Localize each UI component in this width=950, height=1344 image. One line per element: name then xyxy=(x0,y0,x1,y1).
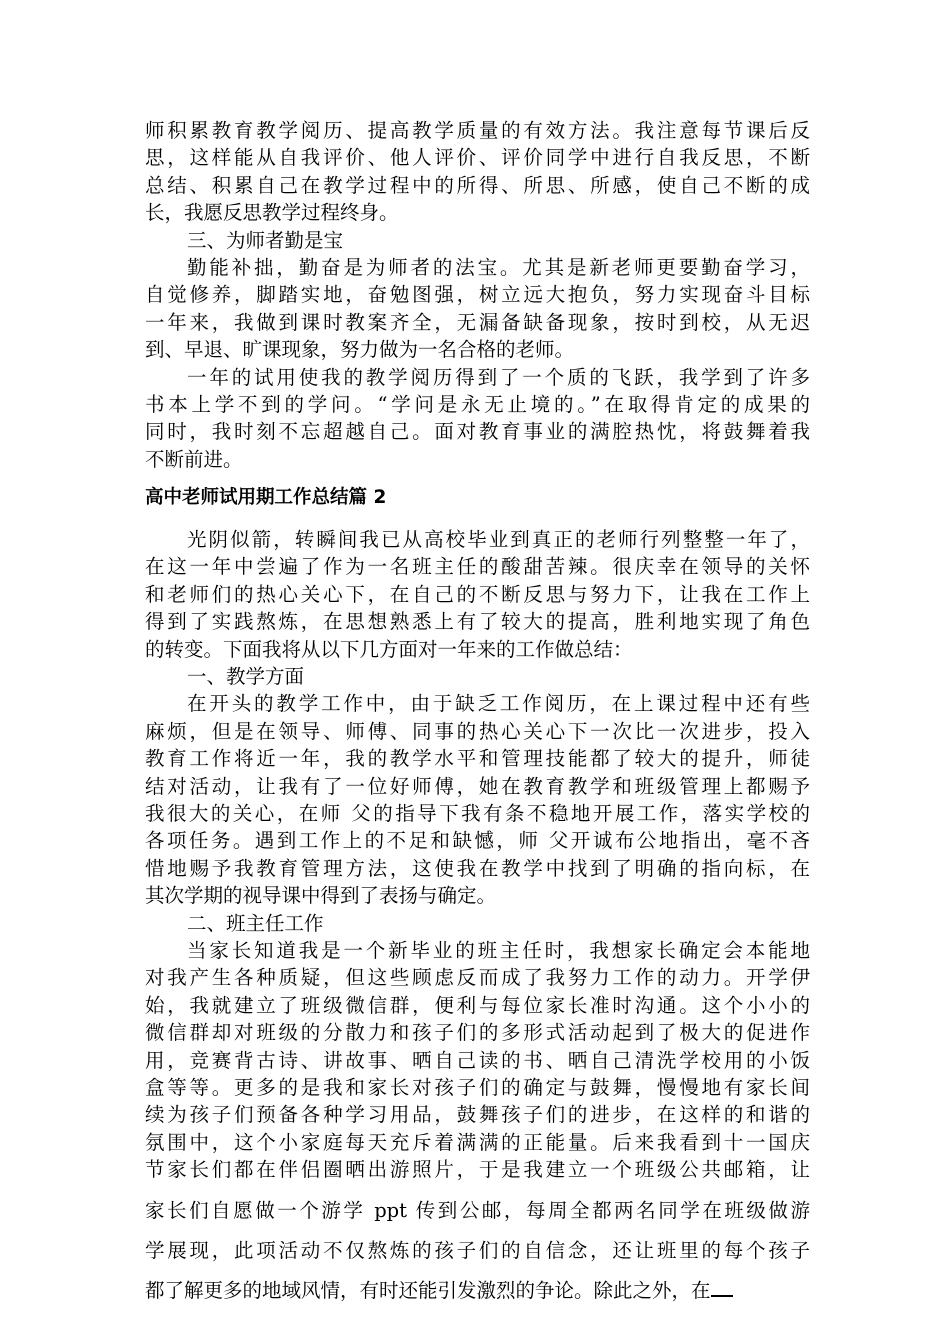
text-line: 思，这样能从自我评价、他人评价、评价同学中进行自我反思，不断 xyxy=(145,146,810,170)
text-line: 到、早退、旷课现象，努力做为一名合格的老师。 xyxy=(145,338,575,362)
text-line: 用，竞赛背古诗、讲故事、晒自己读的书、晒自己清洗学校用的小饭 xyxy=(145,1048,810,1072)
paragraph-reflection-end xyxy=(145,117,810,227)
text-line: 对我产生各种质疑，但这些顾虑反而成了我努力工作的动力。开学伊 xyxy=(145,966,810,990)
paragraph-teaching xyxy=(145,690,810,909)
text-line: 当家长知道我是一个新毕业的班主任时，我想家长确定会本能地 xyxy=(187,938,810,962)
text-line: 总结、积累自己在教学过程中的所得、所思、所感，使自己不断的成 xyxy=(145,173,810,197)
text-line: 长，我愿反思教学过程终身。 xyxy=(145,201,399,225)
text-line: 教育工作将近一年，我的教学水平和管理技能都了较大的提升，师徒 xyxy=(145,747,810,771)
paragraph-conclusion xyxy=(145,364,810,474)
text-line: 惜地赐予我教育管理方法，这使我在教学中找到了明确的指向标，在 xyxy=(145,856,810,880)
paragraph-diligence xyxy=(145,254,810,364)
text-line: 始，我就建立了班级微信群，便利与每位家长准时沟通。这个小小的 xyxy=(145,993,810,1017)
text-line-last xyxy=(145,1271,810,1311)
text-line-content: 都了解更多的地域风情，有时还能引发激烈的争论。除此之外，在 xyxy=(145,1279,711,1303)
text-line: 其次学期的视导课中得到了表扬与确定。 xyxy=(145,884,497,908)
text-line: 各项任务。遇到工作上的不足和缺憾，师 父开诚布公地指出，毫不吝 xyxy=(145,829,810,853)
text-line: 得到了实践熬炼，在思想熟悉上有了较大的提高，胜利地实现了角色 xyxy=(145,610,810,634)
document-page xyxy=(145,117,810,1311)
text-line: 盒等等。更多的是我和家长对孩子们的确定与鼓舞，慢慢地有家长间 xyxy=(145,1075,810,1099)
text-line: 勤能补拙，勤奋是为师者的法宝。尤其是新老师更要勤奋学习， xyxy=(187,255,810,279)
text-line: 节家长们都在伴侣圈晒出游照片，于是我建立一个班级公共邮箱，让 xyxy=(145,1158,810,1182)
text-line: 续为孩子们预备各种学习用品，鼓舞孩子们的进步，在这样的和谐的 xyxy=(145,1103,810,1127)
text-line: 不断前进。 xyxy=(145,447,243,471)
text-line: 在开头的教学工作中，由于缺乏工作阅历，在上课过程中还有些 xyxy=(187,692,810,716)
text-line: 麻烦，但是在领导、师傅、同事的热心关心下一次比一次进步，投入 xyxy=(145,719,810,743)
paragraph-intro xyxy=(145,526,810,663)
text-line: 一年来，我做到课时教案齐全，无漏备缺备现象，按时到校，从无迟 xyxy=(145,310,810,334)
article-heading: 高中老师试用期工作总结篇 2 xyxy=(145,487,387,509)
section-heading-teaching: 一、教学方面 xyxy=(187,665,305,689)
text-line: 我很大的关心，在师 父的指导下我有条不稳地开展工作，落实学校的 xyxy=(145,801,810,825)
fill-blank-underline xyxy=(711,1277,733,1297)
text-line: 光阴似箭，转瞬间我已从高校毕业到真正的老师行列整整一年了， xyxy=(187,528,810,552)
text-line: 结对活动，让我有了一位好师傅，她在教育教学和班级管理上都赐予 xyxy=(145,774,810,798)
text-line: 学展现，此项活动不仅熬炼的孩子们的自信念，还让班里的每个孩子 xyxy=(145,1239,810,1263)
paragraph-class-teacher xyxy=(145,937,810,1312)
text-line: 微信群却对班级的分散力和孩子们的多形式活动起到了极大的促进作 xyxy=(145,1021,810,1045)
text-line: 氛围中，这个小家庭每天充斥着满满的正能量。后来我看到十一国庆 xyxy=(145,1130,810,1154)
text-line: 师积累教育教学阅历、提高教学质量的有效方法。我注意每节课后反 xyxy=(145,119,810,142)
section-heading-diligence: 三、为师者勤是宝 xyxy=(187,228,344,252)
text-line: 书本上学不到的学问。“学问是永无止境的。”在取得肯定的成果的 xyxy=(145,392,810,416)
text-line: 同时，我时刻不忘超越自己。面对教育事业的满腔热忱，将鼓舞着我 xyxy=(145,420,810,444)
text-line: 的转变。下面我将从以下几方面对一年来的工作做总结： xyxy=(145,637,633,661)
text-line: 一年的试用使我的教学阅历得到了一个质的飞跃，我学到了许多 xyxy=(187,365,810,389)
text-line: 和老师们的热心关心下，在自己的不断反思与努力下，让我在工作上 xyxy=(145,582,810,606)
text-line: 家长们自愿做一个游学 ppt 传到公邮，每周全都两名同学在班级做游 xyxy=(145,1199,810,1223)
section-heading-class-teacher: 二、班主任工作 xyxy=(187,911,324,935)
text-line: 在这一年中尝遍了作为一名班主任的酸甜苦辣。很庆幸在领导的关怀 xyxy=(145,555,810,579)
text-line: 自觉修养，脚踏实地，奋勉图强，树立远大抱负，努力实现奋斗目标 xyxy=(145,283,810,307)
